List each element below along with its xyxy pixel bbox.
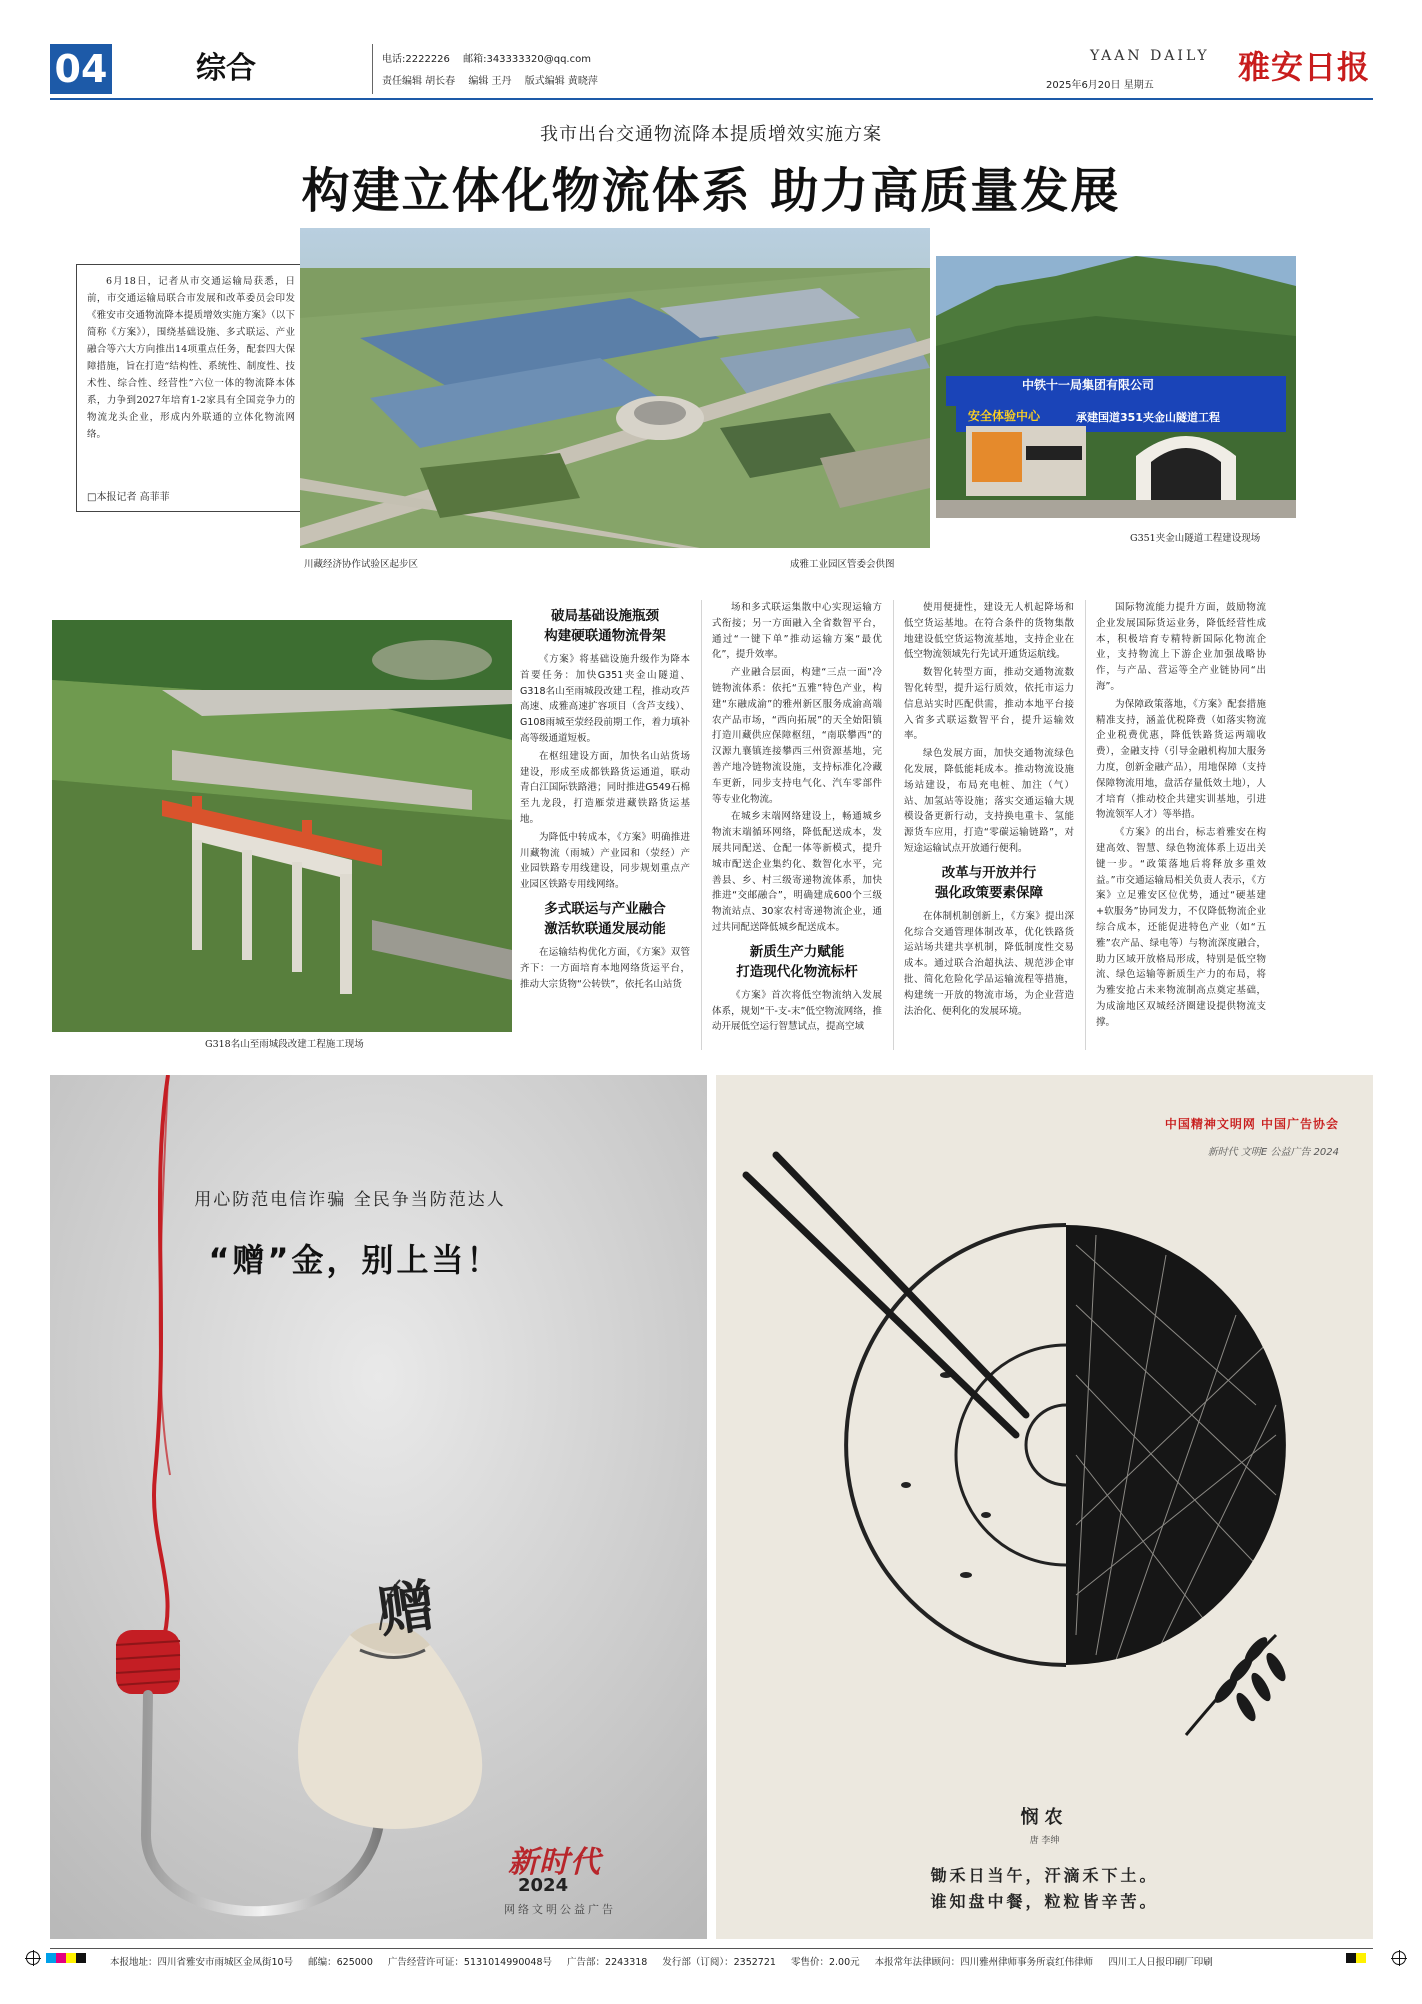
section-title: 综合 <box>196 51 256 86</box>
article-paragraph: 在体制机制创新上，《方案》提出深化综合交通管理体制改革，优化铁路货运站场共建共享机制，降低制度性交易成本。通过联合治超执法、规范涉企审批、简化危险化学品运输流程等措施，构建统一开放的物流市场，为企业营造法治化、便利化的发展环境。 <box>904 910 1074 1017</box>
section-heading: 改革与开放并行 强化政策要素保障 <box>935 864 1043 901</box>
photo-industrial-park <box>300 228 930 548</box>
article-paragraph: 在运输结构优化方面，《方案》双管齐下：一方面培育本地网络货运平台，推动大宗货物“公转铁”，依托名山站货 <box>520 946 690 990</box>
article-paragraph: 在枢纽建设方面，加快名山站货场建设，形成至成都铁路货运通道，联动青白江国际铁路港；同时推进G549石棉至九龙段，打造雁荥进藏铁路货运基地。 <box>520 750 690 825</box>
header-contact <box>382 50 601 65</box>
footer-rule <box>50 1948 1373 1949</box>
page-number: 04 <box>50 44 112 94</box>
ad-brand-subtitle: 网络文明公益广告 <box>504 1903 616 1916</box>
article-paragraph: 绿色发展方面，加快交通物流绿色化发展，降低能耗成本。推动物流设施场站建设，布局充电桩、加注（气）站、加氢站等设施；落实交通运输大规模设备更新行动，支持换电重卡、氢能源货车应用，打造“零碳运输链路”，对短途运输试点开放通行便利。 <box>904 748 1074 854</box>
article-paragraph: 产业融合层面，构建“三点一面”冷链物流体系：依托“五雅”特色产业，构建“东融成渝”的雅州新区服务成渝高端农产品市场，“西向拓展”的天全始阳镇打造川藏供应保障枢纽，“南联攀西”的汉源九襄镇连接攀西三州资源基地，完善产地冷链物流设施，支持标准化冷藏车更新，同步支持电气化、汽车零部件等专业化物流。 <box>712 667 882 805</box>
wheat-icon <box>1186 1634 1289 1735</box>
footer-ad-phone: 广告部：2243318 <box>567 1957 648 1968</box>
article-subheadline: 我市出台交通物流降本提质增效实施方案 <box>540 124 882 145</box>
header-editor: 责任编辑 胡长春 <box>382 76 456 87</box>
ad-brand-year: 2024 <box>518 1875 569 1896</box>
registration-mark-icon <box>1392 1951 1406 1965</box>
ad-campaign-badge: 新时代 文明E 公益广告 2024 <box>1207 1147 1339 1158</box>
article-paragraph: 《方案》首次将低空物流纳入发展体系，规划“干-支-末”低空物流网络，推动开展低空运行智慧试点，提高空域 <box>712 989 882 1033</box>
section-heading: 新质生产力赋能 打造现代化物流标杆 <box>736 943 858 980</box>
ad-anti-fraud <box>50 1075 707 1939</box>
color-swatch-icon <box>46 1953 86 1963</box>
ad-anti-fraud-title: “赠”金，别上当！ <box>208 1241 502 1279</box>
ad-cherish-food <box>716 1075 1373 1939</box>
lead-paragraph: 6月18日，记者从市交通运输局获悉，日前，市交通运输局联合市发展和改革委员会印发《雅安市交通物流降本提质增效实施方案》（以下简称《方案》），围绕基础设施、多式联运、产业融合等六大方向推出14项重点任务，配套四大保障措施，旨在打造“结构性、系统性、制度性、技术性、综合性、经营性”六位一体的物流降本体系，力争到2027年培育1-2家具有全国竞争力的物流龙头企业，形成内外联通的立体化物流网络。 <box>87 276 295 440</box>
article-paragraph: 场和多式联运集散中心实现运输方式衔接；另一方面融入全省数智平台，通过“一键下单”推动运输方案“最优化”，提升效率。 <box>712 602 882 661</box>
article-paragraph: 国际物流能力提升方面，鼓励物流企业发展国际货运业务，降低经营性成本，积极培育专精特新国际化物流企业，支持物流上下游企业加强战略协作，与产品、营运等全产业链协同“出海”。 <box>1096 602 1266 692</box>
caption-photo-viaduct: G318名山至雨城段改建工程施工现场 <box>205 1039 364 1050</box>
paper-logo: 雅安日报 <box>1238 48 1371 86</box>
article-paragraph: 数智化转型方面，推动交通物流数智化转型，提升运行质效，依托市运力信息站实时匹配供需，推动本地平台接入省多式联运数智平台，提升运输效率。 <box>904 667 1074 742</box>
color-swatch-icon <box>1346 1953 1366 1963</box>
poem-line: 谁知盘中餐，粒粒皆辛苦。 <box>930 1892 1159 1911</box>
footer-printer: 四川工人日报印刷厂印刷 <box>1108 1957 1213 1968</box>
header-rule <box>50 98 1373 100</box>
byline: □本报记者 高菲菲 <box>87 492 170 503</box>
footer-ad-license: 广告经营许可证：5131014990048号 <box>387 1957 552 1968</box>
caption-photo-industrial-park: 川藏经济协作试验区起步区 <box>304 559 419 570</box>
caption-photo-credit: 成雅工业园区管委会供图 <box>790 559 895 570</box>
ad-bag-character: 赠 <box>374 1572 439 1646</box>
lead-box <box>76 264 306 512</box>
caption-photo-tunnel: G351夹金山隧道工程建设现场 <box>1130 533 1261 544</box>
photo-viaduct <box>52 620 512 1032</box>
column-divider <box>701 600 702 1050</box>
header-email: 邮箱:343333320@qq.com <box>463 54 591 65</box>
poem-author: 唐 李绅 <box>1029 1836 1060 1846</box>
article-paragraph: 《方案》的出台，标志着雅安在构建高效、智慧、绿色物流体系上迈出关键一步。“政策落地后将释放多重效益。”市交通运输局相关负责人表示，《方案》立足雅安区位优势，通过“硬基建+软服务”协同发力，不仅降低物流企业综合成本，还能促进特色产业（如“五雅”农产品、绿电等）与物流深度融合，助力区域开放格局形成，特别是低空物流、绿色运输等新质生产力的布局，将为雅安抢占未来物流制高点奠定基础，为成渝地区双城经济圈建设提供物流支撑。 <box>1096 827 1266 1028</box>
rope-knot-icon <box>116 1630 180 1694</box>
header-editors <box>382 72 608 87</box>
article-paragraph: 《方案》将基础设施升级作为降本首要任务：加快G351夹金山隧道、G318名山至雨城段改建工程，推动攻芦高速、成雅高速扩容项目（含芦支线）、G108雨城至荥经段前期工作，着力填补高等级通道短板。 <box>520 654 690 744</box>
poem-title: 悯农 <box>1020 1807 1069 1828</box>
sign-project: 承建国道351夹金山隧道工程 <box>1076 411 1220 424</box>
article-column-1 <box>520 600 690 994</box>
header-phone: 电话:2222226 <box>382 54 450 65</box>
chopsticks-icon <box>746 1155 1026 1435</box>
photo-tunnel-site <box>936 256 1296 518</box>
footer-distribution: 发行部（订阅）：2352721 <box>662 1957 776 1968</box>
paper-name-english: YAAN DAILY <box>1090 48 1210 64</box>
article-column-3 <box>904 600 1074 1021</box>
footer-postcode: 邮编：625000 <box>308 1957 373 1968</box>
article-paragraph: 使用便捷性，建设无人机起降场和低空货运基地。在符合条件的货物集散地建设低空货运物流基地，支持企业在低空物流领域先行先试开通货运航线。 <box>904 602 1074 661</box>
footer-info <box>110 1954 1225 1968</box>
rice-bowl-icon <box>846 1225 1286 1665</box>
issue-date: 2025年6月20日 星期五 <box>1046 80 1154 91</box>
header-layout-editor: 版式编辑 黄晓萍 <box>524 76 598 87</box>
sign-company: 中铁十一局集团有限公司 <box>1022 378 1155 392</box>
article-paragraph: 为保障政策落地，《方案》配套措施精准支持，涵盖优税降费（如落实物流企业税费优惠，降低铁路货运两端收费），金融支持（引导金融机构加大服务力度，创新金融产品），用地保障（支持保障物流用地，盘活存量低效土地），人才培育（推动校企共建实训基地，引进物流领军人才）等举措。 <box>1096 698 1266 821</box>
article-column-2 <box>712 600 882 1037</box>
article-paragraph: 在城乡末端网络建设上，畅通城乡物流末端循环网络，降低配送成本，发展共同配送、仓配一体等新模式，提升城市配送企业集约化、数智化水平，完善县、乡、村三级寄递物流体系，加快推进“交邮融合”，明确建成600个三级物流站点、30家农村寄递物流企业，通过共同配送降低城乡配送成本。 <box>712 811 882 933</box>
article-column-4 <box>1096 600 1266 1033</box>
registration-mark-icon <box>26 1951 40 1965</box>
ad-brand-logo: 新时代 <box>508 1845 601 1880</box>
column-divider <box>893 600 894 1050</box>
section-heading: 多式联运与产业融合 激活软联通发展动能 <box>544 900 666 937</box>
article-headline: 构建立体化物流体系 助力高质量发展 <box>301 163 1121 219</box>
ad-anti-fraud-slogan: 用心防范电信诈骗 全民争当防范达人 <box>194 1190 506 1210</box>
article-paragraph: 为降低中转成本，《方案》明确推进川藏物流（雨城）产业园和（荥经）产业园铁路专用线建设，同步规划重点产业园区铁路专用线网络。 <box>520 831 690 891</box>
sign-safety-centre: 安全体验中心 <box>968 409 1041 423</box>
footer-legal-counsel: 本报常年法律顾问：四川雅州律师事务所袁红伟律师 <box>874 1957 1094 1968</box>
header-copy-editor: 编辑 王丹 <box>468 76 512 87</box>
header-divider <box>372 44 373 94</box>
section-heading: 破局基础设施瓶颈 构建硬联通物流骨架 <box>544 608 666 644</box>
ad-sponsor-orgs: 中国精神文明网 中国广告协会 <box>1164 1117 1339 1131</box>
poem-line: 锄禾日当午，汗滴禾下土。 <box>930 1866 1159 1885</box>
footer-address: 本报地址：四川省雅安市雨城区金凤街10号 <box>110 1957 294 1968</box>
column-divider <box>1085 600 1086 1050</box>
footer-price: 零售价：2.00元 <box>790 1957 860 1968</box>
